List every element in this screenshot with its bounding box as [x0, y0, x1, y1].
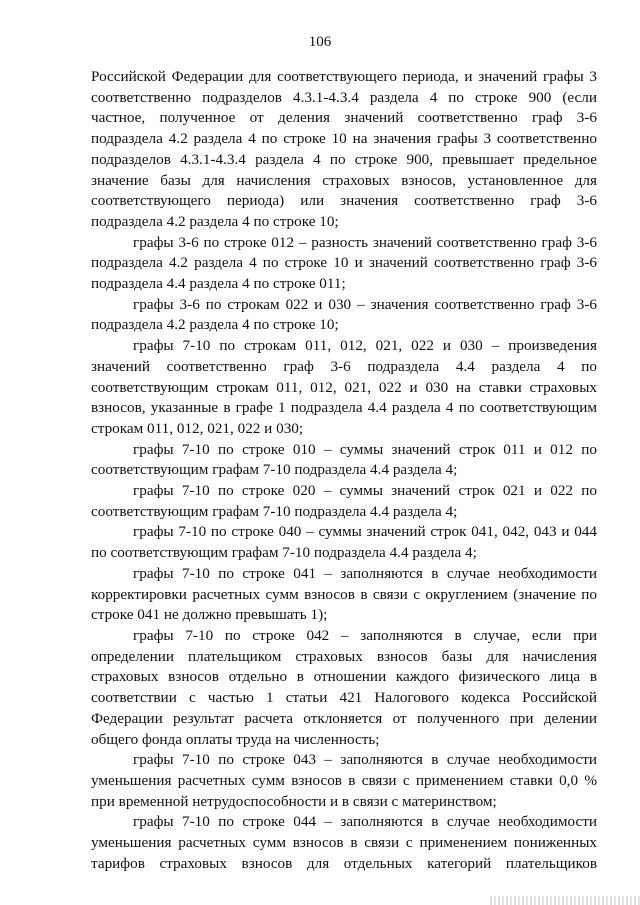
paragraph-columns-3-6-rows-022-030: графы 3-6 по строкам 022 и 030 – значения соответственно граф 3-6 подраздела 4.2 раздела 4 по строке 10;	[91, 295, 597, 334]
scan-edge-artifact	[490, 896, 640, 905]
document-body	[91, 67, 597, 874]
paragraph-columns-7-10-row-041: графы 7-10 по строке 041 – заполняются в случае необходимости корректировки расчетных сумм взносов в связи с округлением (значение по строке 041 не должно превышать 1);	[91, 564, 597, 624]
paragraph-columns-3-6-row-012: графы 3-6 по строке 012 – разность значений соответственно граф 3-6 подраздела 4.2 раздела 4 по строке 10 и значений соответственно граф 3-6 подраздела 4.4 раздела 4 по строке 011;	[91, 233, 597, 293]
paragraph-columns-7-10-products: графы 7-10 по строкам 011, 012, 021, 022 и 030 – произведения значений соответственно граф 3-6 подраздела 4.4 раздела 4 по соответствующим строкам 011, 012, 021, 022 и 030 на ставки страховых взносов, указанные в графе 1 подраздела 4.4 раздела 4 по соответствующим строкам 011, 012, 021, 022 и 030;	[91, 337, 597, 437]
paragraph-continuation: Российской Федерации для соответствующего периода, и значений графы 3 соответственно подразделов 4.3.1-4.3.4 раздела 4 по строке 900 (если частное, полученное от деления значений соответственно граф 3-6 подраздела 4.2 раздела 4 по строке 10 на значения графы 3 соответственно подразделов 4.3.1-4.3.4 раздела 4 по строке 900, превышает предельное значение базы для начисления страховых взносов, установленное для соответствующего периода) или значения соответственно граф 3-6 подраздела 4.2 раздела 4 по строке 10;	[91, 68, 597, 230]
paragraph-columns-7-10-row-020: графы 7-10 по строке 020 – суммы значений строк 021 и 022 по соответствующим графам 7-10 подраздела 4.4 раздела 4;	[91, 482, 597, 520]
paragraph-columns-7-10-row-040: графы 7-10 по строке 040 – суммы значений строк 041, 042, 043 и 044 по соответствующим графам 7-10 подраздела 4.4 раздела 4;	[91, 523, 597, 562]
paragraph-columns-7-10-row-042: графы 7-10 по строке 042 – заполняются в случае, если при определении плательщиком страховых взносов базы для начисления страховых взносов отдельно в отношении каждого физического лица в соответствии с частью 1 статьи 421 Налогового кодекса Российской Федерации результат расчета отклоняется от полученного при делении общего фонда оплаты труда на численность;	[91, 626, 597, 748]
page-number: 106	[308, 34, 332, 50]
paragraph-columns-7-10-row-043: графы 7-10 по строке 043 – заполняются в случае необходимости уменьшения расчетных сумм взносов в связи с применением ставки 0,0 % при временной нетрудоспособности и в связи с материнством;	[91, 751, 597, 810]
paragraph-columns-7-10-row-010: графы 7-10 по строке 010 – суммы значений строк 011 и 012 по соответствующим графам 7-10 подраздела 4.4 раздела 4;	[91, 440, 597, 479]
paragraph-columns-7-10-row-044: графы 7-10 по строке 044 – заполняются в случае необходимости уменьшения расчетных сумм взносов в связи с применением пониженных тарифов страховых взносов для отдельных категорий плательщиков	[91, 813, 597, 872]
